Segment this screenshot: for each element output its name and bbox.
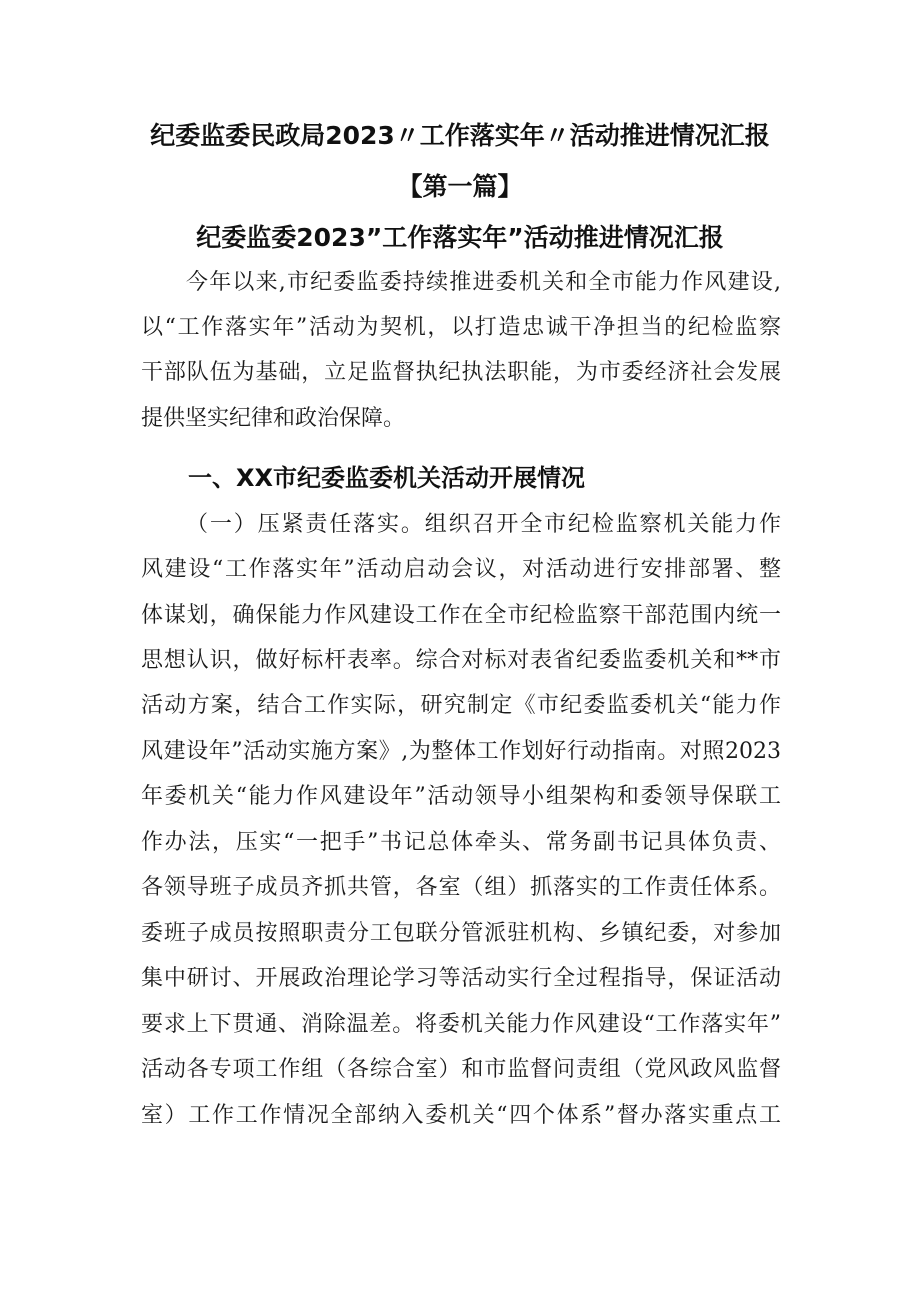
body-paragraph-line: 活动各专项工作组（各综合室）和市监督问责组（党风政风监督	[141, 1057, 781, 1082]
body-paragraph-line: 活动方案，结合工作实际，研究制定《市纪委监委机关“能力作	[141, 693, 781, 718]
intro-paragraph-line: 提供坚实纪律和政治保障。	[141, 406, 406, 431]
main-title: 纪委监委民政局2023〃工作落实年〃活动推进情况汇报	[150, 121, 770, 150]
body-paragraph-line: 集中研讨、开展政治理论学习等活动实行全过程指导，保证活动	[141, 966, 781, 991]
sub-title: 纪委监委2023”工作落实年”活动推进情况汇报	[196, 223, 724, 252]
intro-paragraph-line: 干部队伍为基础，立足监督执纪执法职能，为市委经济社会发展	[141, 360, 781, 385]
section-heading: 一、XX市纪委监委机关活动开展情况	[188, 464, 586, 492]
body-paragraph-line: 年委机关“能力作风建设年”活动领导小组架构和委领导保联工	[141, 784, 781, 809]
intro-paragraph-line: 今年以来,市纪委监委持续推进委机关和全市能力作风建设,	[186, 270, 781, 295]
section-label: 【第一篇】	[397, 172, 523, 201]
body-paragraph-line: （一）压紧责任落实。组织召开全市纪检监察机关能力作	[186, 512, 781, 537]
body-paragraph-line: 要求上下贯通、消除温差。将委机关能力作风建设“工作落实年”	[141, 1012, 781, 1037]
body-paragraph-line: 风建设年”活动实施方案》,为整体工作划好行动指南。对照2023	[141, 739, 781, 764]
body-paragraph-line: 体谋划，确保能力作风建设工作在全市纪检监察干部范围内统一	[141, 603, 781, 628]
intro-paragraph-line: 以“工作落实年”活动为契机，以打造忠诚干净担当的纪检监察	[141, 315, 781, 340]
body-paragraph-line: 委班子成员按照职责分工包联分管派驻机构、乡镇纪委，对参加	[141, 921, 781, 946]
body-paragraph-line: 作办法，压实“一把手”书记总体牵头、常务副书记具体负责、	[141, 830, 781, 855]
body-paragraph-line: 思想认识，做好标杆表率。综合对标对表省纪委监委机关和**市	[141, 648, 781, 673]
body-paragraph-line: 各领导班子成员齐抓共管，各室（组）抓落实的工作责任体系。	[141, 875, 781, 900]
body-paragraph-line: 室）工作工作情况全部纳入委机关“四个体系”督办落实重点工	[141, 1103, 781, 1128]
body-paragraph-line: 风建设“工作落实年”活动启动会议，对活动进行安排部署、整	[141, 557, 781, 582]
